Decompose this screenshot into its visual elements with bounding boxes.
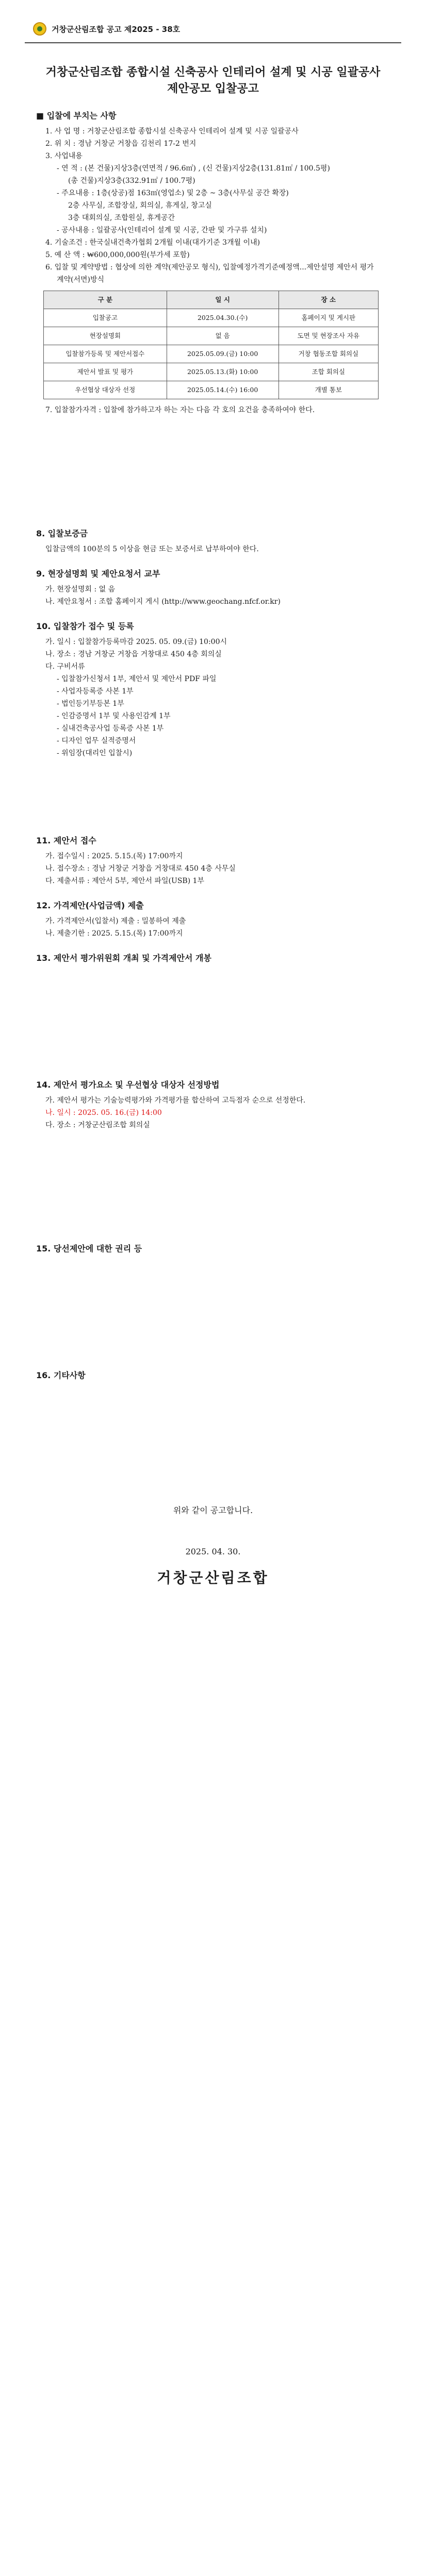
sec14-line: 가. 제안서 평가는 기술능력평가와 가격평가를 합산하여 고득점자 순으로 선정한다. [45, 1096, 306, 1105]
table-cell: 개별 통보 [278, 381, 378, 399]
table-header: 일 시 [167, 291, 278, 309]
table-header: 장 소 [278, 291, 378, 309]
section-8-title: 8. 입찰보증금 [36, 529, 88, 538]
section-15-title: 15. 당선제안에 대한 권리 등 [36, 1244, 142, 1253]
spacer [0, 417, 426, 515]
section-11 [36, 835, 395, 964]
sec10-doc: - 입찰참가신청서 1부, 제안서 및 제안서 PDF 파일 [57, 675, 217, 683]
page-title: 거창군산림조합 종합시설 신축공사 인테리어 설계 및 시공 일괄공사 제안공모 입찰공고 [45, 65, 381, 95]
section-13-title: 13. 제안서 평가위원회 개최 및 가격제안서 개봉 [36, 953, 211, 963]
table-cell: 우선협상 대상자 선정 [44, 381, 167, 399]
sec9-line: 나. 제안요청서 : 조합 홈페이지 게시 (http://www.geochang.nfcf.or.kr) [45, 598, 281, 606]
sec12-line: 나. 제출기한 : 2025. 5.15.(목) 17:00까지 [45, 929, 183, 938]
sec1-sub: - 연 적 : (본 건물)지상3층(연면적 / 96.6㎡) , (신 건물)지상2층(131.81㎡ / 100.5평) [57, 164, 330, 173]
sec1-sub: - 공사내용 : 일괄공사(인테리어 설계 및 시공, 간판 및 가구류 설치) [57, 226, 267, 234]
sec1-line: 3. 사업내용 [45, 152, 83, 160]
organization-name: 거창군산림조합 [157, 1569, 269, 1586]
table-cell: 조합 회의실 [278, 363, 378, 381]
section-1-title: ■ 입찰에 부치는 사항 [36, 111, 117, 121]
sec11-line: 가. 접수일시 : 2025. 5.15.(목) 17:00까지 [45, 852, 183, 860]
spacer [0, 1132, 426, 1230]
notice-header [33, 19, 426, 39]
sec12-line: 가. 가격제안서(입찰서) 제출 : 밀봉하여 제출 [45, 917, 186, 925]
section-8 [36, 528, 395, 759]
sec1-sub: (총 건물)지상3층(332.91㎡ / 100.7평) [68, 177, 195, 185]
section-16-title: 16. 기타사항 [36, 1370, 86, 1380]
section-10-title: 10. 입찰참가 접수 및 등록 [36, 621, 134, 631]
table-row [44, 327, 379, 345]
sec1-line: 1. 사 업 명 : 거창군산림조합 종합시설 신축공사 인테리어 설계 및 시공 일괄공사 [45, 127, 299, 135]
section-12-title: 12. 가격제안(사업금액) 제출 [36, 901, 144, 910]
sec14-line: 나. 일시 : 2025. 05. 16.(금) 14:00 [45, 1109, 162, 1117]
closing-text: 위와 같이 공고합니다. [173, 1505, 253, 1515]
sec1-sub: 2층 사무실, 조합장실, 회의실, 휴게실, 창고실 [68, 201, 212, 210]
spacer [0, 1259, 426, 1357]
table-cell: 2025.05.09.(금) 10:00 [167, 345, 278, 363]
table-row [44, 309, 379, 327]
notice-date: 2025. 04. 30. [185, 1547, 241, 1556]
section-11-title: 11. 제안서 접수 [36, 836, 96, 845]
sec10-doc: - 법인등기부등본 1부 [57, 700, 124, 708]
sec9-line: 가. 현장설명회 : 없 음 [45, 585, 116, 594]
sec10-doc: - 인감증명서 1부 및 사용인감계 1부 [57, 712, 171, 720]
section-14-title: 14. 제안서 평가요소 및 우선협상 대상자 선정방법 [36, 1080, 220, 1090]
section-9-title: 9. 현장설명회 및 제안요청서 교부 [36, 569, 160, 579]
table-cell: 도면 및 현장조사 자유 [278, 327, 378, 345]
table-cell: 제안서 발표 및 평가 [44, 363, 167, 381]
notice-number: 거창군산림조합 공고 제2025 - 38호 [52, 24, 181, 34]
sec11-line: 나. 접수장소 : 경남 거창군 거창읍 거창대로 450 4층 사무실 [45, 865, 236, 873]
table-row [44, 381, 379, 399]
table-row [44, 363, 379, 381]
table-row [44, 345, 379, 363]
sec10-line: 나. 장소 : 경남 거창군 거창읍 거창대로 450 4층 회의실 [45, 650, 222, 658]
sec1-line: 2. 위 치 : 경남 거창군 거창읍 김천리 17-2 번지 [45, 140, 196, 148]
header-divider [25, 42, 401, 43]
sec10-doc: - 디자인 업무 실적증명서 [57, 737, 136, 745]
sec1-line: 5. 예 산 액 : ₩600,000,000원(부가세 포함) [45, 251, 190, 259]
sec10-doc: - 실내건축공사업 등록증 사본 1부 [57, 724, 164, 733]
table-header-row [44, 291, 379, 309]
table-cell: 입찰참가등록 및 제안서접수 [44, 345, 167, 363]
table-cell: 입찰공고 [44, 309, 167, 327]
table-cell: 2025.05.14.(수) 16:00 [167, 381, 278, 399]
section-15 [36, 1243, 395, 1255]
spacer [0, 1385, 426, 1483]
section-14 [36, 1079, 395, 1131]
sec7-line: 7. 입찰참가자격 : 입찰에 참가하고자 하는 자는 다음 각 호의 요건을 충족하여야 한다. [45, 406, 315, 414]
sec10-doc: - 사업자등록증 사본 1부 [57, 687, 134, 696]
table-cell: 현장설명회 [44, 327, 167, 345]
spacer [0, 760, 426, 822]
sec1-line: 6. 입찰 및 계약방법 : 협상에 의한 계약(제안공모 형식), 입찰예정가격기준예정액...제안설명 제안서 평가 [45, 263, 374, 272]
sec8-body: 입찰금액의 100분의 5 이상을 현금 또는 보증서로 납부하여야 한다. [45, 545, 259, 553]
sec11-line: 다. 제출서류 : 제안서 5부, 제안서 파일(USB) 1부 [45, 877, 205, 885]
sec1-line: 4. 기술조건 : 한국실내건축가협회 2개월 이내(대가기준 3개월 이내) [45, 239, 260, 247]
sec10-doc: - 위임장(대리인 입찰시) [57, 749, 133, 757]
cooperative-logo-icon [33, 22, 46, 36]
table-cell: 없 음 [167, 327, 278, 345]
sec1-sub: 3층 대회의실, 조합원실, 휴게공간 [68, 214, 175, 222]
sec10-line: 다. 구비서류 [45, 663, 85, 671]
sec1-line: 계약(서면)방식 [57, 276, 105, 284]
spacer [0, 968, 426, 1066]
sec1-sub: - 주요내용 : 1층(상공)점 163㎡(영업소) 및 2층 ~ 3층(사무실 공간 확장) [57, 189, 289, 197]
table-cell: 2025.04.30.(수) [167, 309, 278, 327]
table-cell: 거창 협동조합 회의실 [278, 345, 378, 363]
section-1 [36, 110, 395, 416]
section-16 [36, 1370, 395, 1381]
table-header: 구 분 [44, 291, 167, 309]
sec14-line: 다. 장소 : 거창군산림조합 회의실 [45, 1121, 150, 1129]
schedule-table [43, 291, 379, 399]
sec10-line: 가. 일시 : 입찰참가등록마감 2025. 05. 09.(금) 10:00시 [45, 638, 227, 646]
table-cell: 홈페이지 및 게시판 [278, 309, 378, 327]
table-cell: 2025.05.13.(화) 10:00 [167, 363, 278, 381]
